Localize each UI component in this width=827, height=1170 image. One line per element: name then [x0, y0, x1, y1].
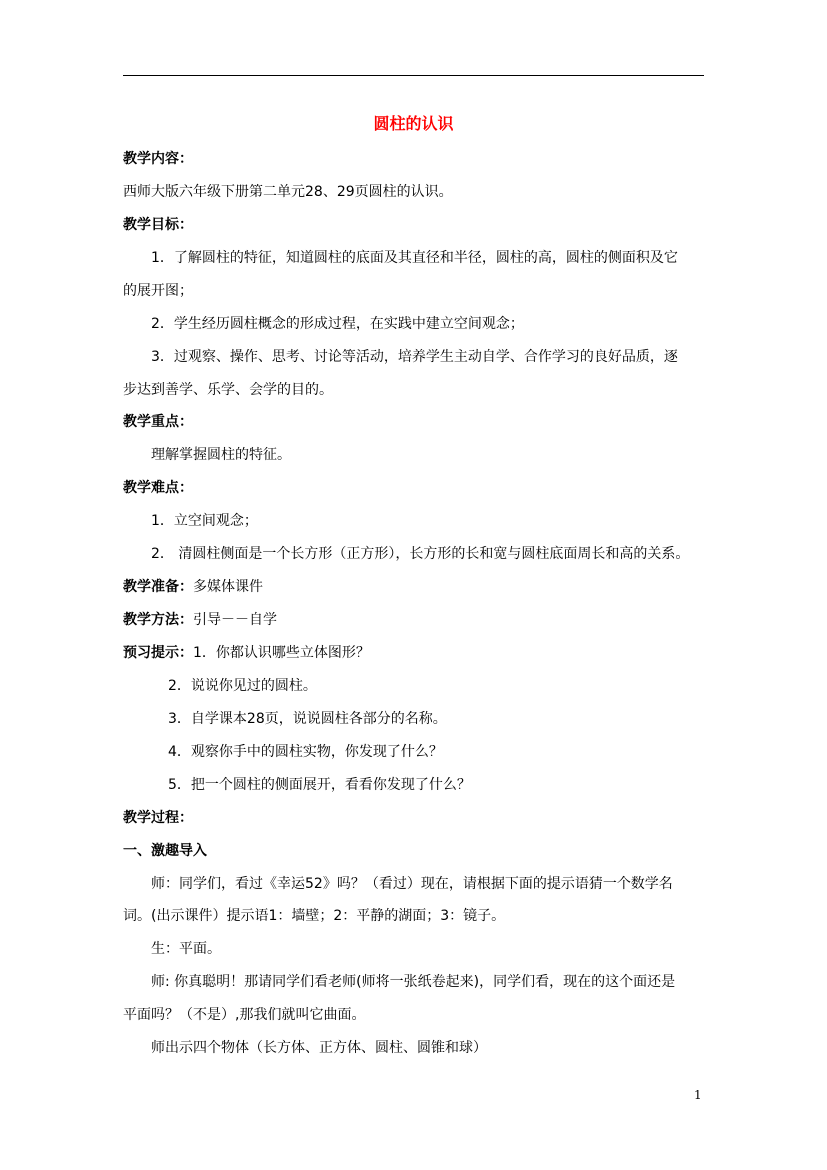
paragraph-line: 平面吗？（不是）,那我们就叫它曲面。 [123, 1007, 366, 1023]
method-label: 教学方法： [123, 612, 193, 628]
page-number: 1 [694, 1088, 702, 1102]
preview-label: 预习提示： [123, 645, 193, 661]
paragraph-line: 理解掌握圆柱的特征。 [151, 447, 291, 463]
paragraph-line: 1．立空间观念； [151, 513, 258, 529]
paragraph-line: 2． 清圆柱侧面是一个长方形（正方形），长方形的长和宽与圆柱底面周长和高的关系。 [151, 546, 690, 562]
paragraph-line: 词。(出示课件）提示语1：墙壁；2：平静的湖面；3：镜子。 [123, 908, 506, 924]
method-line [123, 610, 277, 630]
preview-item: 2．说说你见过的圆柱。 [168, 678, 317, 694]
paragraph-line: 师：同学们，看过《幸运52》吗？（看过）现在，请根据下面的提示语猜一个数学名 [151, 876, 673, 892]
paragraph-line: 师: 你真聪明！那请同学们看老师(师将一张纸卷起来)，同学们看，现在的这个面还是 [151, 974, 676, 990]
preview-line [123, 643, 370, 663]
paragraph-line: 1．了解圆柱的特征，知道圆柱的底面及其直径和半径，圆柱的高，圆柱的侧面积及它 [151, 250, 678, 266]
preparation-line [123, 577, 263, 597]
paragraph-line: 步达到善学、乐学、会学的目的。 [123, 382, 333, 398]
preview-item: 5．把一个圆柱的侧面展开，看看你发现了什么？ [168, 777, 471, 793]
preview-item: 3．自学课本28页，说说圆柱各部分的名称。 [168, 711, 447, 727]
preparation-value: 多媒体课件 [193, 579, 263, 595]
heading-process: 教学过程： [123, 810, 193, 826]
preview-value: 1．你都认识哪些立体图形？ [193, 645, 370, 661]
heading-difficulties: 教学难点： [123, 480, 193, 496]
heading-content: 教学内容： [123, 151, 193, 167]
paragraph-line: 西师大版六年级下册第二单元28、29页圆柱的认识。 [123, 184, 453, 200]
paragraph-line: 师出示四个物体（长方体、正方体、圆柱、圆锥和球） [151, 1040, 487, 1056]
paragraph-line: 生：平面。 [151, 941, 221, 957]
heading-key-points: 教学重点： [123, 414, 193, 430]
paragraph-line: 的展开图； [123, 283, 193, 299]
method-value: 引导－－自学 [193, 612, 277, 628]
preview-item: 4．观察你手中的圆柱实物，你发现了什么？ [168, 744, 443, 760]
document-title: 圆柱的认识 [373, 114, 454, 133]
paragraph-line: 3．过观察、操作、思考、讨论等活动，培养学生主动自学、合作学习的良好品质，逐 [151, 349, 678, 365]
header-rule [123, 75, 704, 76]
heading-objectives: 教学目标： [123, 217, 193, 233]
paragraph-line: 2．学生经历圆柱概念的形成过程，在实践中建立空间观念； [151, 316, 524, 332]
section-heading: 一、激趣导入 [123, 843, 207, 859]
preparation-label: 教学准备： [123, 579, 193, 595]
